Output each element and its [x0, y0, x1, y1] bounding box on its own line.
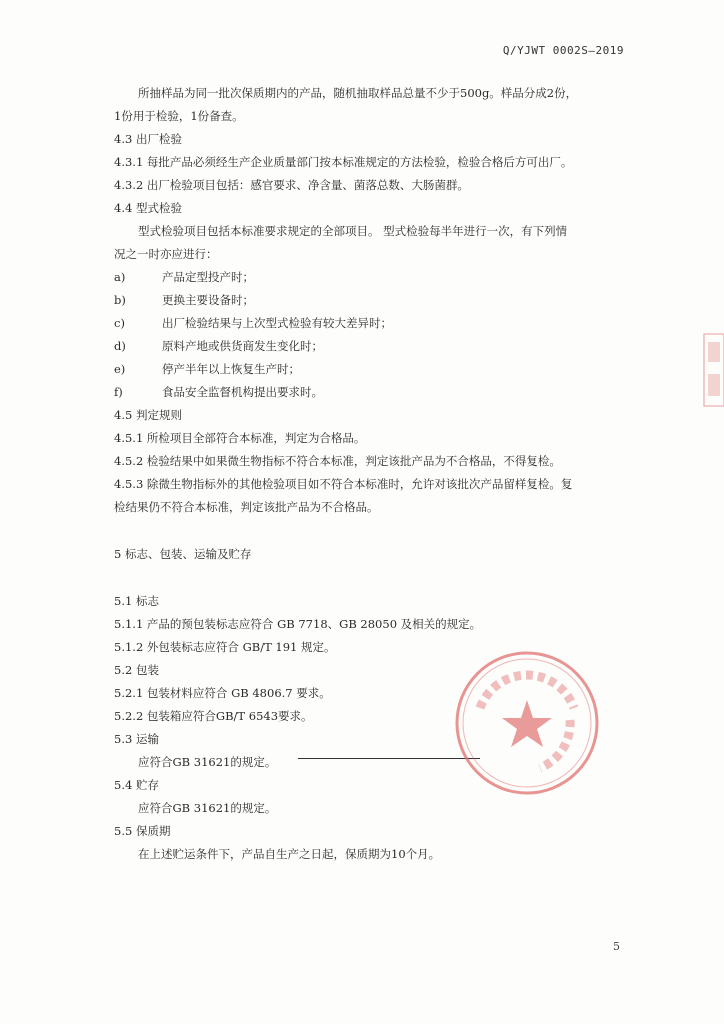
body-line: 5.2.1 包装材料应符合 GB 4806.7 要求。: [114, 686, 331, 700]
perforation-seal-fragment: [702, 332, 724, 408]
body-line: 4.5.2 检验结果中如果微生物指标不符合本标准，判定该批产品为不合格品，不得复检。: [114, 454, 561, 468]
body-line: 1份用于检验，1份备查。: [114, 109, 244, 123]
paragraph-line: 所抽样品为同一批次保质期内的产品，随机抽取样品总量不少于500g。样品分成2份，: [138, 86, 578, 100]
list-item: [114, 312, 624, 335]
section-heading: 5.4 贮存: [114, 778, 159, 792]
body-line: 5.1.1 产品的预包装标志应符合 GB 7718、GB 28050 及相关的规定。: [114, 617, 482, 631]
body-line: 4.3.2 出厂检验项目包括：感官要求、净含量、菌落总数、大肠菌群。: [114, 178, 469, 192]
body-line: 4.5.1 所检项目全部符合本标准，判定为合格品。: [114, 431, 366, 445]
section-gap: [114, 519, 624, 543]
list-item: [114, 381, 624, 404]
list-item-label: a): [114, 270, 126, 284]
section-heading: 5.2 包装: [114, 663, 159, 677]
body-line: 况之一时亦应进行：: [114, 247, 218, 261]
list-item: [114, 266, 624, 289]
standard-code: Q/YJWT 0002S—2019: [502, 44, 624, 57]
indented-line: 应符合GB 31621的规定。: [138, 755, 277, 769]
paragraph-line: 型式检验项目包括本标准要求规定的全部项目。 型式检验每半年进行一次，有下列情: [138, 224, 568, 238]
body-line: 4.3.1 每批产品必须经生产企业质量部门按本标准规定的方法检验，检验合格后方可出厂。: [114, 155, 573, 169]
list-item: [114, 289, 624, 312]
list-item: [114, 358, 624, 381]
list-item-text: 原料产地或供货商发生变化时；: [162, 339, 323, 353]
body-line: 检结果仍不符合本标准，判定该批产品为不合格品。: [114, 500, 379, 514]
section-gap: [114, 566, 624, 590]
list-item-label: b): [114, 293, 126, 307]
section-heading: 5 标志、包装、运输及贮存: [114, 547, 252, 561]
list-item: [114, 335, 624, 358]
section-heading: 5.3 运输: [114, 732, 159, 746]
section-heading: 5.1 标志: [114, 594, 159, 608]
section-heading: 4.4 型式检验: [114, 201, 182, 215]
section-heading: 5.5 保质期: [114, 824, 171, 838]
list-item-text: 产品定型投产时；: [162, 270, 254, 284]
list-item-text: 出厂检验结果与上次型式检验有较大差异时；: [162, 316, 392, 330]
list-item-text: 食品安全监督机构提出要求时。: [162, 385, 323, 399]
list-item-text: 停产半年以上恢复生产时；: [162, 362, 300, 376]
indented-line: 应符合GB 31621的规定。: [138, 801, 277, 815]
list-item-label: c): [114, 316, 125, 330]
indented-line: 在上述贮运条件下，产品自生产之日起，保质期为10个月。: [138, 847, 441, 861]
section-heading: 4.3 出厂检验: [114, 132, 182, 146]
list-item-label: d): [114, 339, 126, 353]
page-number: 5: [613, 940, 620, 953]
body-line: 5.2.2 包装箱应符合GB/T 6543要求。: [114, 709, 313, 723]
company-seal-stamp: [452, 648, 602, 798]
body-line: 5.1.2 外包装标志应符合 GB/T 191 规定。: [114, 640, 336, 654]
list-item-text: 更换主要设备时；: [162, 293, 254, 307]
list-item-label: f): [114, 385, 123, 399]
list-item-label: e): [114, 362, 126, 376]
section-heading: 4.5 判定规则: [114, 408, 182, 422]
body-line: 4.5.3 除微生物指标外的其他检验项目如不符合本标准时，允许对该批次产品留样复检。复: [114, 477, 573, 491]
